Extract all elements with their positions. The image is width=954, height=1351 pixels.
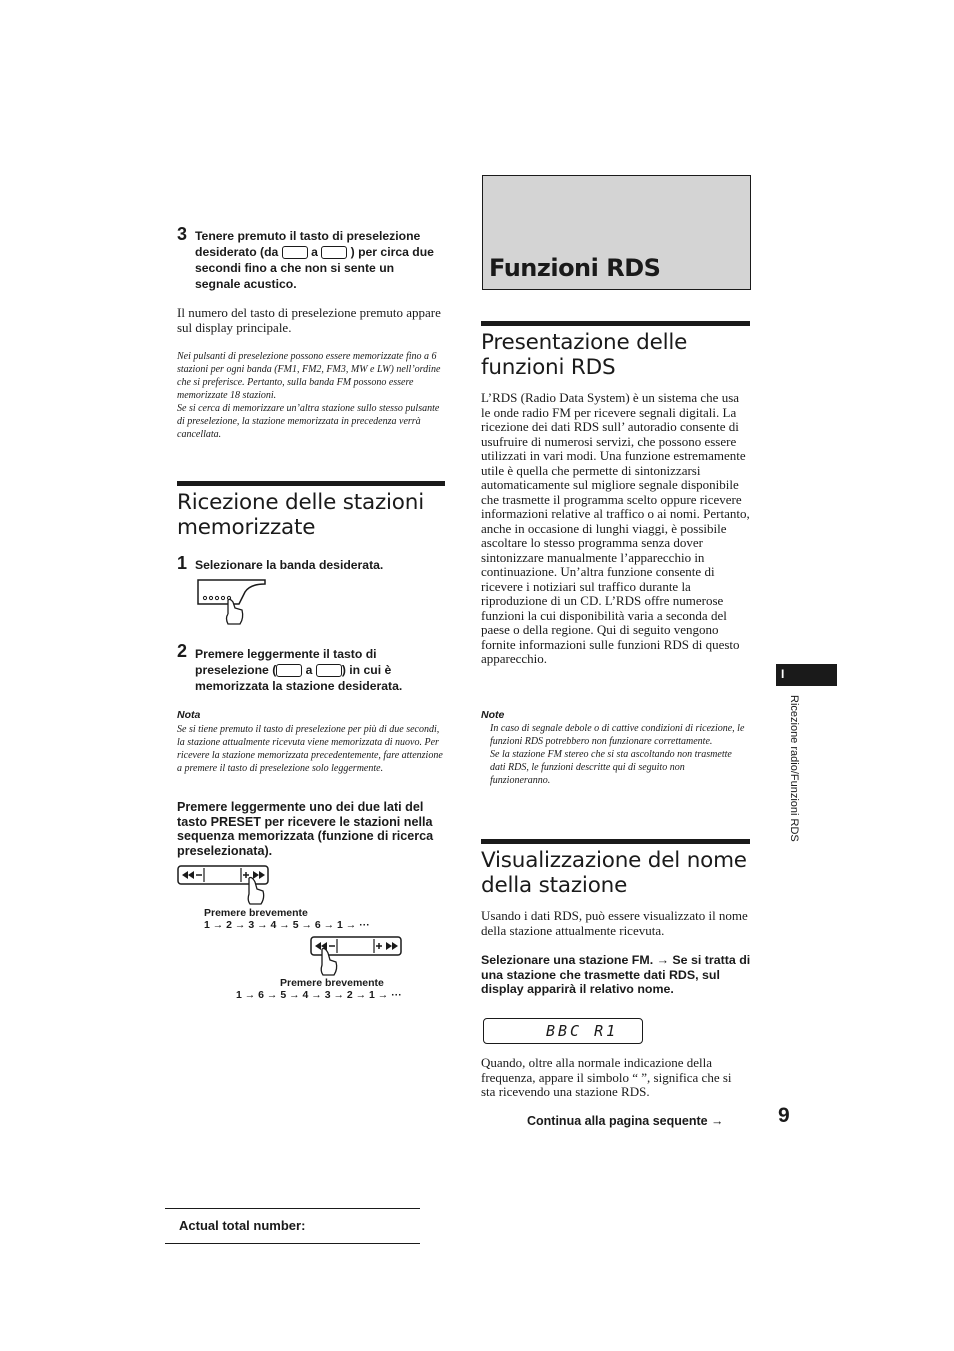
step-2-text-a: Premere leggermente il tasto di preselezione ( — [195, 647, 377, 677]
preset-key-6-icon — [316, 664, 342, 677]
display-station-name: BBC R1 — [546, 1022, 619, 1040]
note-label: Note — [481, 709, 505, 721]
side-tab — [776, 664, 837, 686]
seq2-numbers: 1 → 6 → 5 → 4 → 3 → 2 → 1 → ··· — [236, 989, 402, 1001]
side-tab-letter: I — [781, 667, 785, 681]
step-1-number: 1 — [177, 553, 188, 573]
page-number: 9 — [778, 1104, 790, 1127]
preset-rocker-minus-illustration — [308, 935, 404, 977]
preset-instruction: Premere leggermente uno dei due lati del tasto PRESET per ricevere le stazioni nella sequenza memorizzata (funzione di ricerca preselezionata). — [177, 800, 434, 858]
side-vertical-text: Ricezione radio/Funzioni RDS — [788, 695, 800, 842]
step-3-number: 3 — [177, 224, 188, 244]
seq1-numbers: 1 → 2 → 3 → 4 → 5 → 6 → 1 → ··· — [204, 919, 370, 931]
nota-label: Nota — [177, 709, 201, 721]
chapter-title-box — [482, 175, 751, 290]
section-rule-visualizzazione — [481, 839, 750, 844]
footer-label: Actual total number: — [179, 1218, 306, 1233]
section2-body: Usando i dati RDS, può essere visualizzato il nome della stazione attualmente ricevuta. — [481, 908, 748, 938]
note-text: In caso di segnale debole o di cattive condizioni di ricezione, le funzioni RDS potrebbero non funzionare correttamente. Se la stazione FM stereo che si sta ascoltando non trasmette dati RDS, le funzioni descritte qui di seguito non funzioneranno. — [490, 723, 745, 786]
chapter-title: Funzioni RDS — [489, 254, 661, 282]
preset-key-1-icon — [282, 246, 308, 259]
section-rule-presentazione — [481, 321, 750, 326]
preset-rocker-plus-illustration — [177, 864, 273, 906]
section2-instruction: Selezionare una stazione FM. → Se si tratta di una stazione che trasmette dati RDS, sul display apparirà il relativo nome. — [481, 953, 751, 996]
step-3-text — [195, 228, 440, 292]
nota-text: Se si tiene premuto il tasto di preselezione per più di due secondi, la stazione attualmente ricevuta viene memorizzata di nuovo. Per ricevere la stazione memorizzata precedentemente, fare attenzione a premere il tasto di preselezione solo leggermente. — [177, 724, 443, 774]
preset-key-6-icon — [321, 246, 347, 259]
continue-text: Continua alla pagina sequente → — [527, 1114, 724, 1128]
section1-body: L’RDS (Radio Data System) è un sistema che usa le onde radio FM per ricevere segnali digitali. La ricezione dei dati RDS sull’ autoradio consente di usufruire di numerosi servizi, che possono essere utilizzati in vari modi. Una funzione estremamente utile è quella che permette di sintonizzarsi automaticamente sul migliore segnale disponibile che trasmette il programma scelto oppure ricevere informazioni relative al traffico o ai nomi. Pertanto, anche in occasione di lunghi viaggi, è possibile ascoltare lo stesso programma senza dover sintonizzare manualmente l’apparecchio in continuazione. Un’altra funzione consente di ricevere i notiziari sul traffico durante la riproduzione di un CD. L’RDS offre numerose funzioni la cui disponibilità varia a seconda del paese o della regione. Qui di seguito vengono fornite informazioni sulle funzioni RDS di questo apparecchio. — [481, 390, 750, 666]
step-3-text-b: ) per circa due secondi fino a che non si sente un segnale acustico. — [195, 245, 434, 291]
step-2-number: 2 — [177, 641, 188, 661]
seq1-label: Premere brevemente — [204, 907, 308, 919]
step-1-text: Selezionare la banda desiderata. — [195, 558, 384, 572]
step-2-text-mid: a — [305, 663, 313, 677]
section-title-ricezione: Ricezione delle stazioni memorizzate — [177, 490, 424, 540]
step-3-text-mid: a — [311, 245, 318, 259]
preset-key-1-icon — [276, 664, 302, 677]
step-3-result: Il numero del tasto di preselezione premuto appare sul display principale. — [177, 305, 441, 335]
section-title-presentazione: Presentazione delle funzioni RDS — [481, 330, 688, 380]
step-3-text-a: Tenere premuto il tasto di preselezione desiderato (da — [195, 229, 421, 259]
step-2-text — [195, 646, 440, 694]
step-2-text-b: ) in cui è memorizzata la stazione desiderata. — [195, 663, 403, 693]
seq2-label: Premere brevemente — [280, 977, 384, 989]
section2-after: Quando, oltre alla normale indicazione della frequenza, appare il simbolo “ ”, significa che si sta ricevendo una stazione RDS. — [481, 1055, 732, 1099]
footer-bottom-rule — [165, 1243, 420, 1244]
section-title-visualizzazione: Visualizzazione del nome della stazione — [481, 848, 747, 898]
footer-top-rule — [165, 1208, 420, 1209]
station-name-display — [483, 1018, 643, 1044]
band-button-illustration — [195, 578, 269, 628]
step-3-note: Nei pulsanti di preselezione possono essere memorizzate fino a 6 stazioni per ogni banda (FM1, FM2, FM3, MW e LW) nell’ordine che si preferisce. Pertanto, sulla banda FM possono essere memorizzate 18 stazioni. Se si cerca di memorizzare un’altra stazione sullo stesso pulsante di preselezione, la stazione memorizzata in precedenza verrà cancellata. — [177, 351, 441, 440]
section-rule-left — [177, 481, 445, 486]
